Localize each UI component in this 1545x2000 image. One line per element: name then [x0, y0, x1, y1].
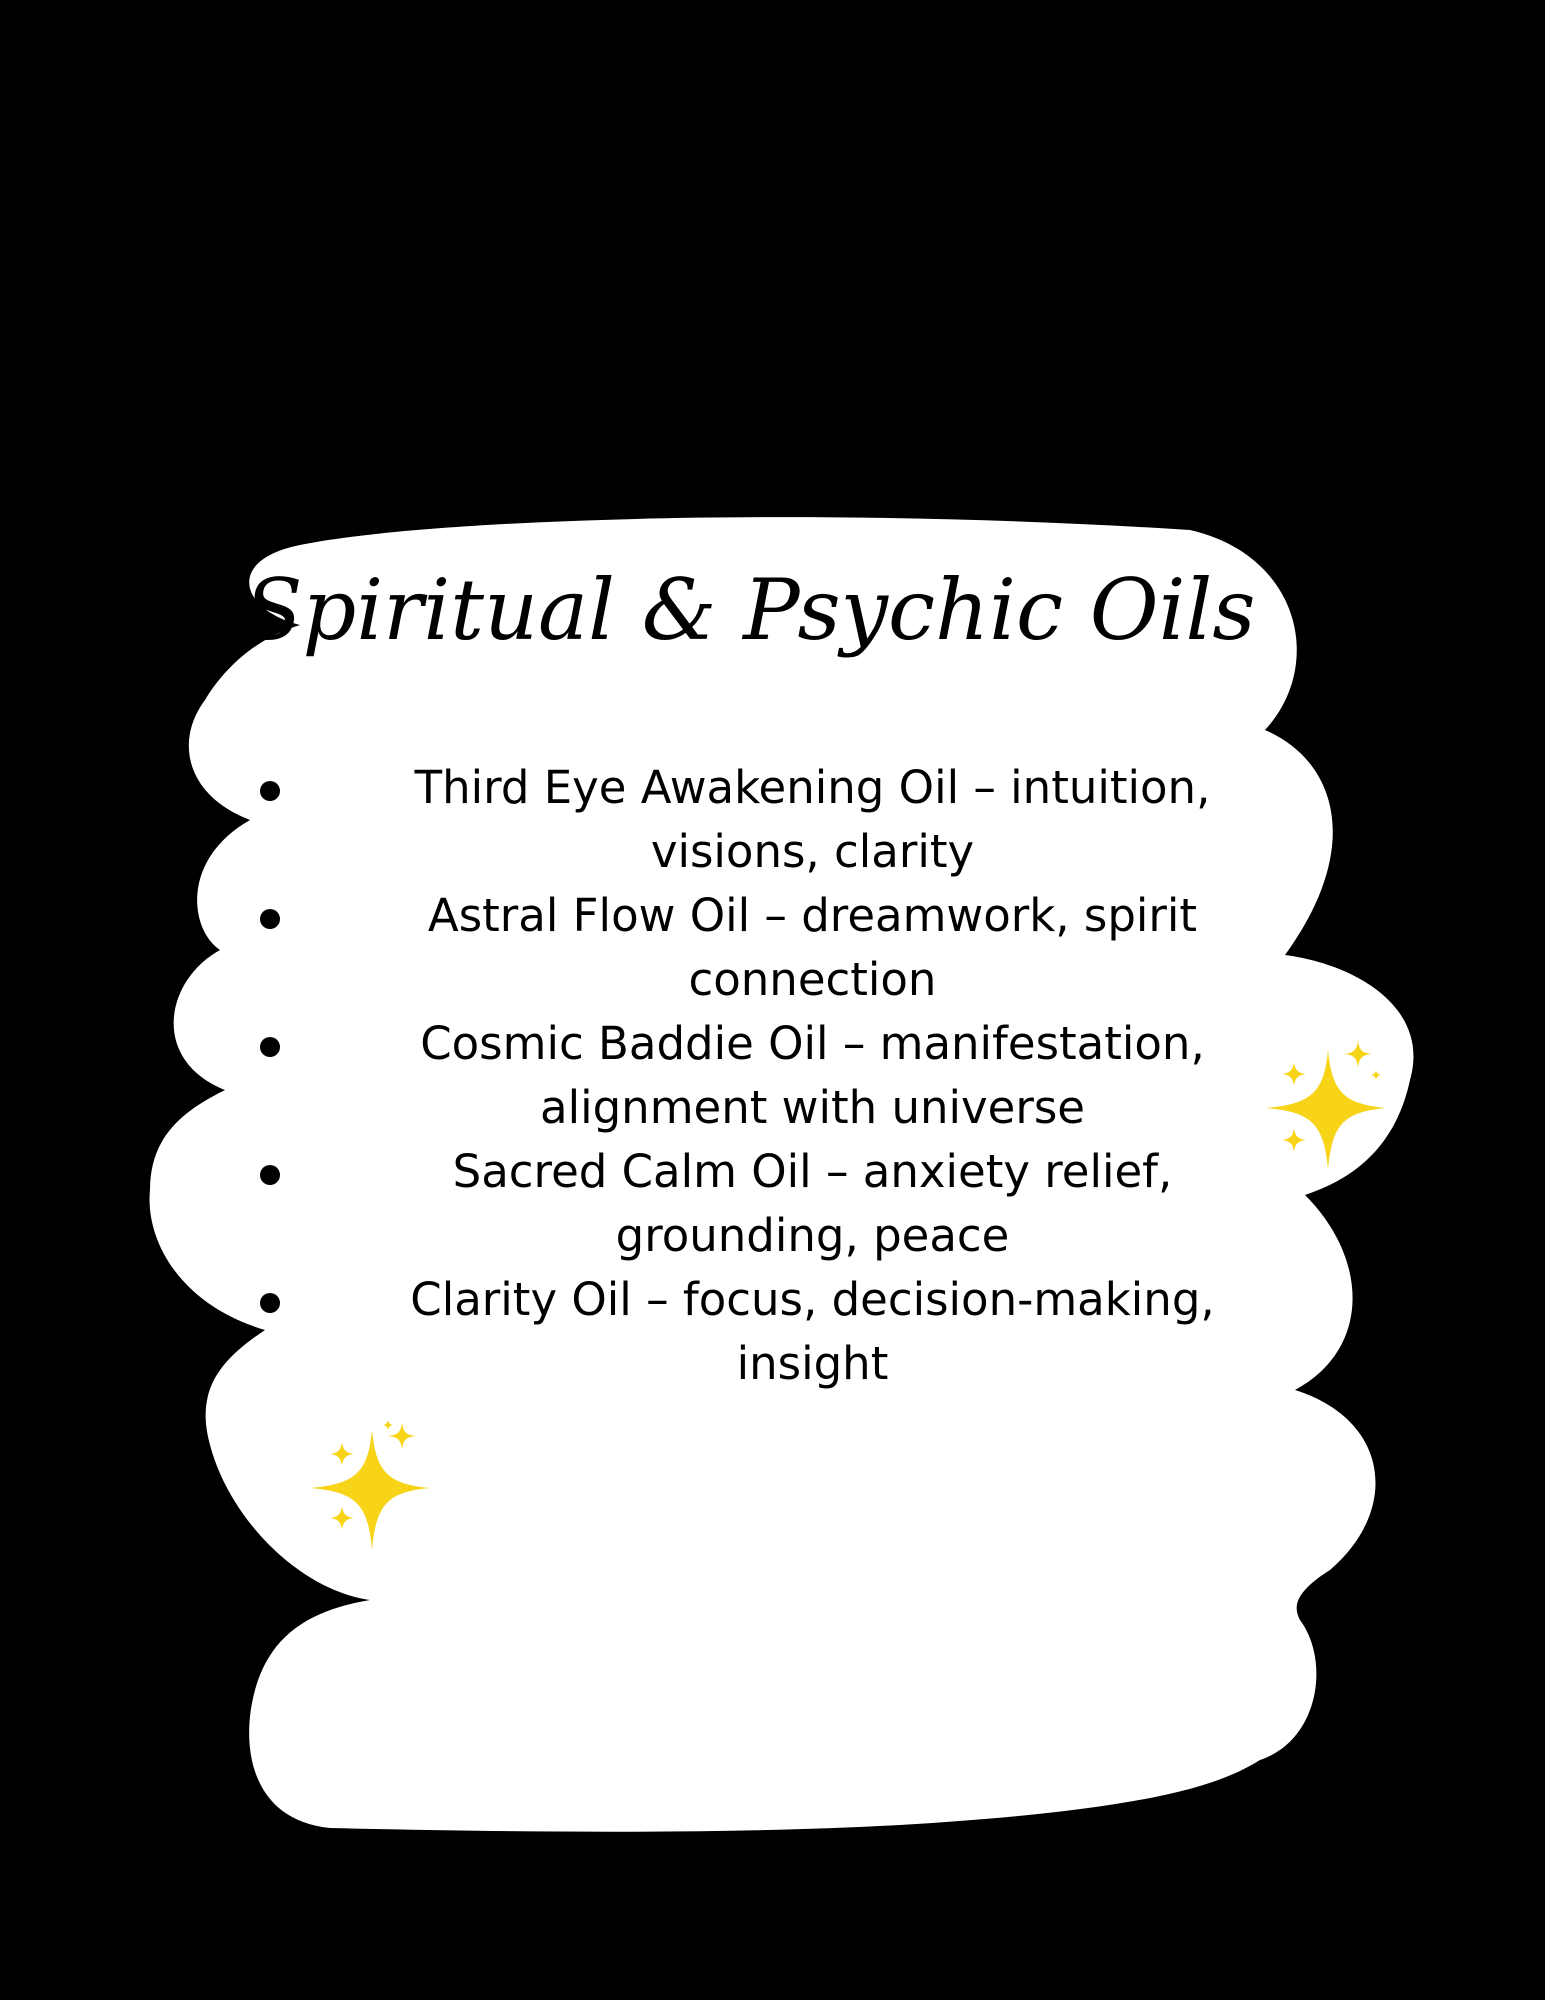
sparkles-icon — [302, 1420, 442, 1560]
page-title: Spiritual & Psychic Oils — [245, 561, 1256, 659]
oil-description: Cosmic Baddie Oil – manifestation, alignment with universe — [420, 1017, 1205, 1134]
bullet-icon — [260, 909, 280, 929]
bullet-icon — [260, 781, 280, 801]
oil-description: Third Eye Awakening Oil – intuition, visions, clarity — [414, 761, 1211, 878]
oil-description: Astral Flow Oil – dreamwork, spirit connection — [427, 889, 1198, 1006]
oil-description: Clarity Oil – focus, decision-making, insight — [410, 1273, 1215, 1390]
oil-description: Sacred Calm Oil – anxiety relief, grounding, peace — [452, 1145, 1173, 1262]
bullet-icon — [260, 1037, 280, 1057]
list-item — [0, 884, 1545, 1012]
bullet-icon — [260, 1165, 280, 1185]
list-item — [0, 1268, 1545, 1396]
list-item — [0, 756, 1545, 884]
sparkles-icon — [1258, 1040, 1398, 1180]
bullet-icon — [260, 1293, 280, 1313]
